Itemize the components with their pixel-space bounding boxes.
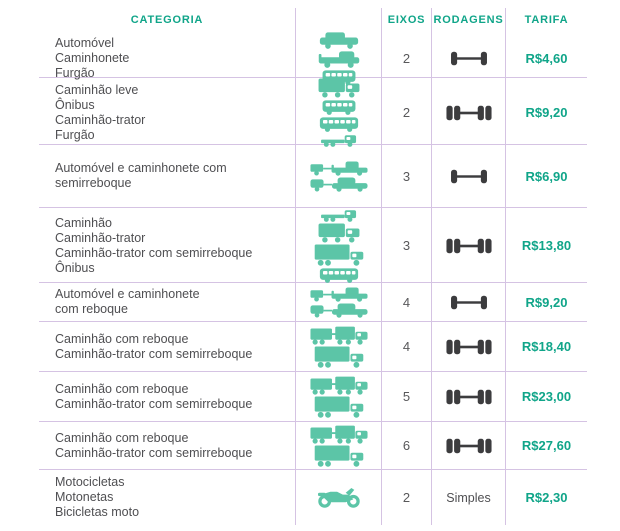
table-row [39, 145, 587, 208]
eixos-cell [381, 322, 431, 371]
vehicle-icons-cell [295, 283, 381, 321]
tarifa-value: R$27,60 [521, 438, 572, 453]
rodagens-cell [431, 145, 505, 207]
truck-with-trailer-icon [310, 376, 368, 395]
category-cell [39, 322, 295, 371]
pickup-truck-icon [318, 50, 360, 68]
semi-truck-icon [314, 445, 364, 467]
category-label: Caminhão com reboque [55, 381, 189, 396]
car-with-trailer-icon [310, 177, 368, 192]
header-rodagens: RODAGENS [431, 8, 505, 32]
tarifa-value: R$18,40 [521, 339, 572, 354]
category-label: Ônibus [55, 97, 95, 112]
eixos-value: 3 [402, 168, 411, 184]
eixos-value: 4 [402, 339, 411, 354]
semi-truck-icon [314, 396, 364, 418]
category-label: Bicicletas moto [55, 505, 140, 519]
table-header-row [39, 8, 587, 32]
tarifa-value: R$6,90 [525, 168, 568, 184]
table-row [39, 422, 587, 470]
header-tarifa: TARIFA [505, 8, 587, 32]
tarifa-cell [505, 208, 587, 283]
vehicle-icons-cell [295, 78, 381, 147]
eixos-cell [381, 372, 431, 421]
category-cell [39, 78, 295, 147]
category-label: Caminhão-trator com semirreboque [55, 396, 253, 411]
category-label: Caminhão com reboque [55, 430, 189, 445]
category-label: Automóvel e caminhonete [55, 287, 200, 301]
header-vehicle-icons [295, 8, 381, 32]
vehicle-icons-cell [295, 322, 381, 371]
category-label: Furgão [55, 127, 95, 142]
eixos-cell [381, 208, 431, 283]
category-label: Caminhão com reboque [55, 331, 189, 346]
motorcycle-icon [317, 487, 361, 508]
table-row [39, 32, 587, 78]
rodagens-cell [431, 470, 505, 525]
table-row [39, 470, 587, 525]
tarifa-cell [505, 372, 587, 421]
tarifa-cell [505, 283, 587, 321]
eixos-value: 5 [402, 389, 411, 404]
category-label: Automóvel [55, 36, 115, 50]
truck-with-trailer-icon [310, 326, 368, 345]
eixos-cell [381, 470, 431, 525]
category-cell [39, 470, 295, 525]
header-eixos: EIXOS [381, 8, 431, 32]
tarifa-cell [505, 422, 587, 469]
truck-with-trailer-icon [310, 425, 368, 444]
table-row [39, 372, 587, 422]
rodagens-cell [431, 208, 505, 283]
minibus-icon [322, 99, 356, 115]
single-axle-icon [450, 295, 488, 310]
category-label: Automóvel e caminhonete com [55, 161, 227, 175]
eixos-value: 3 [402, 238, 411, 253]
rodagens-cell [431, 372, 505, 421]
single-axle-icon [450, 169, 488, 184]
box-truck-icon [318, 78, 360, 98]
eixos-cell [381, 78, 431, 147]
tarifa-value: R$2,30 [525, 490, 568, 505]
dual-axle-icon [444, 438, 494, 454]
eixos-value: 4 [402, 294, 411, 310]
pickup-with-trailer-icon [310, 287, 368, 302]
vehicle-icons-cell [295, 208, 381, 283]
bus-icon [319, 116, 359, 132]
dual-axle-icon [444, 389, 494, 405]
category-label: Caminhão-trator com semirreboque [55, 245, 253, 260]
flatbed-truck-icon [320, 208, 358, 222]
rodagens-cell [431, 422, 505, 469]
category-label: Caminhão-trator [55, 230, 146, 245]
category-cell [39, 372, 295, 421]
semi-truck-icon [314, 244, 364, 266]
eixos-cell [381, 422, 431, 469]
category-label: Furgão [55, 66, 95, 80]
tarifa-value: R$9,20 [525, 105, 568, 120]
tarifa-value: R$4,60 [525, 51, 568, 66]
rodagens-cell [431, 283, 505, 321]
dual-axle-icon [444, 238, 494, 254]
category-label: Caminhão leve [55, 82, 139, 97]
category-label: semirreboque [55, 176, 132, 190]
eixos-value: 2 [402, 490, 411, 505]
car-with-trailer-icon [310, 303, 368, 318]
eixos-value: 6 [402, 438, 411, 453]
tarifa-value: R$23,00 [521, 389, 572, 404]
category-label: Caminhão-trator com semirreboque [55, 346, 253, 361]
semi-truck-icon [314, 346, 364, 368]
table-row [39, 78, 587, 145]
category-label: Caminhão-trator [55, 112, 146, 127]
tarifa-cell [505, 470, 587, 525]
tarifa-value: R$9,20 [525, 294, 568, 310]
suv-car-icon [319, 32, 359, 49]
category-label: com reboque [55, 302, 128, 316]
category-cell [39, 283, 295, 321]
vehicle-icons-cell [295, 145, 381, 207]
dual-axle-icon [444, 339, 494, 355]
category-label: Caminhão [55, 215, 112, 230]
eixos-cell [381, 145, 431, 207]
table-body [39, 32, 587, 525]
rodagens-cell [431, 78, 505, 147]
tarifa-cell [505, 322, 587, 371]
bus-icon [319, 267, 359, 283]
tariff-table [39, 8, 587, 525]
eixos-cell [381, 283, 431, 321]
rodagens-cell [431, 322, 505, 371]
tarifa-cell [505, 78, 587, 147]
category-label: Caminhão-trator com semirreboque [55, 445, 253, 460]
header-categoria: CATEGORIA [130, 14, 204, 26]
vehicle-icons-cell [295, 470, 381, 525]
single-axle-icon [450, 51, 488, 66]
pickup-with-trailer-icon [310, 161, 368, 176]
table-row [39, 322, 587, 372]
tarifa-cell [505, 145, 587, 207]
rodagens-label: Simples [446, 490, 491, 505]
vehicle-icons-cell [295, 422, 381, 469]
category-label: Motonetas [55, 490, 114, 504]
table-row [39, 208, 587, 283]
vehicle-icons-cell [295, 372, 381, 421]
tarifa-value: R$13,80 [521, 238, 572, 253]
box-truck-icon [318, 223, 360, 243]
category-cell [39, 422, 295, 469]
table-row [39, 283, 587, 322]
category-label: Caminhonete [55, 51, 130, 65]
category-label: Motocicletas [55, 475, 125, 489]
dual-axle-icon [444, 105, 494, 121]
category-cell [39, 145, 295, 207]
eixos-value: 2 [402, 105, 411, 120]
category-label: Ônibus [55, 260, 95, 275]
category-cell [39, 208, 295, 283]
eixos-value: 2 [402, 51, 411, 66]
